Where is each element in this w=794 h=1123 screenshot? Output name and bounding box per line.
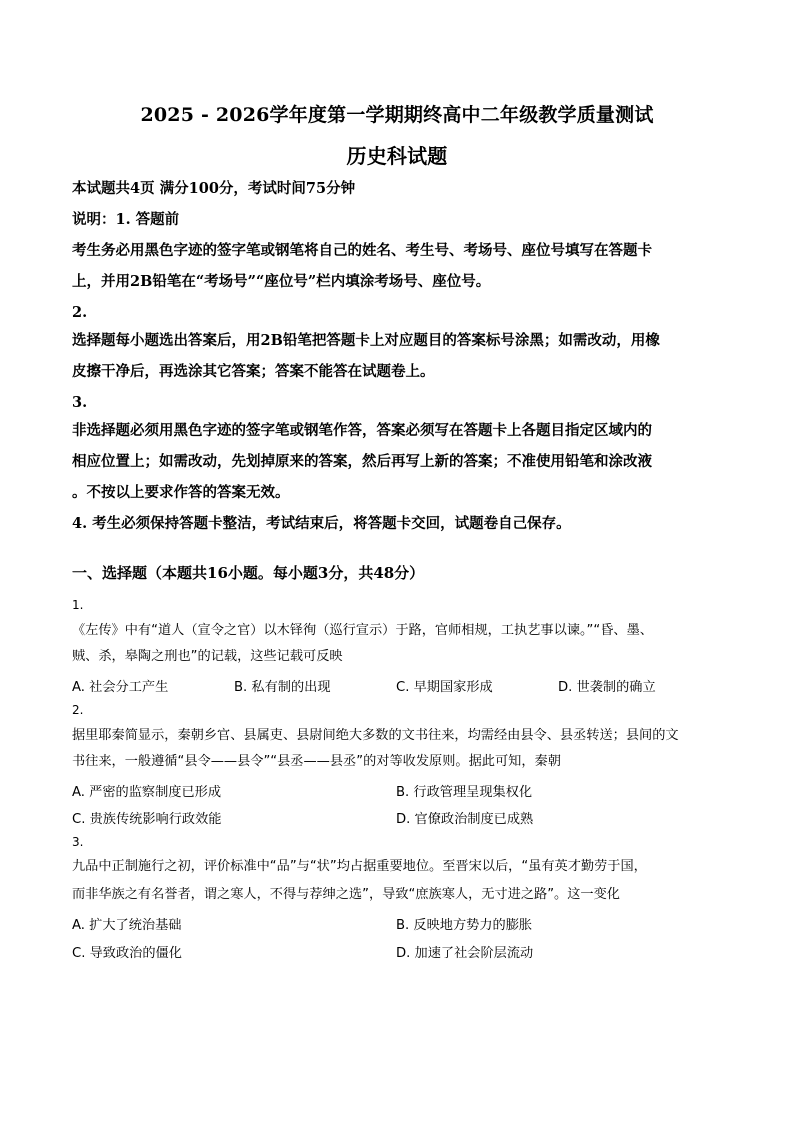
question-3-option-a[interactable]: A. 扩大了统治基础 [72,918,182,933]
instruction-1-line-1: 考生务必用黑色字迹的签字笔或钢笔将自己的姓名、考生号、考场号、座位号填写在答题卡 [72,242,652,259]
question-1-line-2: 贼、杀，皋陶之刑也”的记载，这些记载可反映 [72,649,343,664]
question-2-option-b[interactable]: B. 行政管理呈现集权化 [396,785,533,800]
question-3-line-2: 而非华族之有名誉者，谓之寒人，不得与荐绅之选”，导致“庶族寒人，无寸进之路”。这一变化 [72,887,620,902]
instruction-2-number: 2. [72,304,88,321]
instruction-3-line-1: 非选择题必须用黑色字迹的签字笔或钢笔作答，答案必须写在答题卡上各题目指定区域内的 [72,422,652,439]
instructions-heading: 说明：1. 答题前 [72,211,180,228]
question-1-number: 1. [72,598,84,612]
question-3-number: 3. [72,835,84,849]
subject-title: 历史科试题 [346,144,448,168]
question-3-option-c[interactable]: C. 导致政治的僵化 [72,946,182,961]
question-3-option-b[interactable]: B. 反映地方势力的膨胀 [396,918,533,933]
instruction-2-line-1: 选择题每小题选出答案后，用2B铅笔把答题卡上对应题目的答案标号涂黑；如需改动，用橡 [72,332,660,349]
question-3-line-1: 九品中正制施行之初，评价标准中“品”与“状”均占据重要地位。至晋宋以后，“虽有英才勤劳于国， [72,859,647,874]
instruction-2-line-2: 皮擦干净后，再选涂其它答案；答案不能答在试题卷上。 [72,363,435,380]
exam-info: 本试题共4页 满分100分，考试时间75分钟 [72,180,356,197]
question-1-option-c[interactable]: C. 早期国家形成 [396,680,493,695]
question-1-option-a[interactable]: A. 社会分工产生 [72,680,169,695]
question-1-option-b[interactable]: B. 私有制的出现 [234,680,331,695]
exam-title: 2025 - 2026学年度第一学期期终高中二年级教学质量测试 [140,104,654,126]
question-2-option-d[interactable]: D. 官僚政治制度已成熟 [396,812,534,827]
question-1-option-d[interactable]: D. 世袭制的确立 [558,680,656,695]
question-1-line-1: 《左传》中有“道人（宣令之官）以木铎徇（巡行宣示）于路，官师相规，工执艺事以谏。”“昏、墨、 [72,623,653,638]
instruction-4: 4. 考生必须保持答题卡整洁，考试结束后，将答题卡交回，试题卷自己保存。 [72,515,571,532]
question-2-line-1: 据里耶秦简显示，秦朝乡官、县属吏、县尉间绝大多数的文书往来，均需经由县令、县丞转送；县间的文 [72,728,679,743]
question-2-number: 2. [72,703,84,717]
question-2-option-c[interactable]: C. 贵族传统影响行政效能 [72,812,222,827]
instruction-3-line-3: 。不按以上要求作答的答案无效。 [72,484,290,501]
question-2-line-2: 书往来，一般遵循“县令——县令”“县丞——县丞”的对等收发原则。据此可知，秦朝 [72,754,561,769]
instruction-3-number: 3. [72,394,88,411]
section-heading-choice: 一、选择题（本题共16小题。每小题3分，共48分） [72,564,425,582]
instruction-3-line-2: 相应位置上；如需改动，先划掉原来的答案，然后再写上新的答案；不准使用铅笔和涂改液 [72,453,652,470]
question-3-option-d[interactable]: D. 加速了社会阶层流动 [396,946,534,961]
question-2-option-a[interactable]: A. 严密的监察制度已形成 [72,785,222,800]
instruction-1-line-2: 上，并用2B铅笔在“考场号”“座位号”栏内填涂考场号、座位号。 [72,273,491,290]
